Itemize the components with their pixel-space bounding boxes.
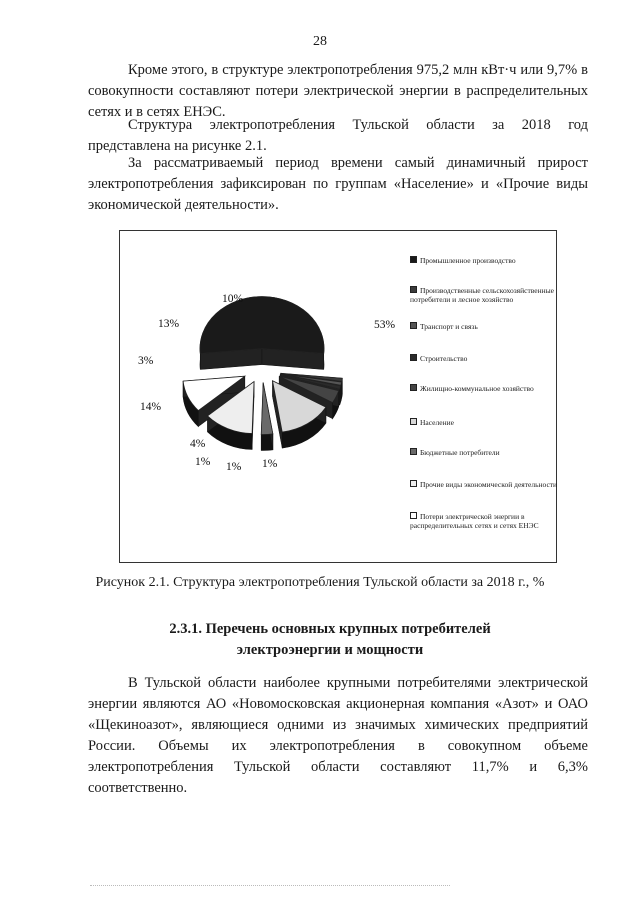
pie-slice: [261, 383, 273, 435]
legend-label: Производственные сельскохозяйственные потребители и лесное хозяйство: [410, 286, 554, 304]
legend-item: [410, 512, 560, 530]
legend-swatch: [410, 256, 417, 263]
figure-caption: Рисунок 2.1. Структура электропотребления Тульской области за 2018 г., %: [95, 575, 545, 590]
legend-item: [410, 384, 560, 393]
section-heading-line-1: 2.3.1. Перечень основных крупных потребителей: [169, 621, 491, 637]
paragraph-losses-text: Кроме этого, в структуре электропотребления 975,2 млн кВт·ч или 9,7% в совокупности составляют потери электрической энергии в распределительных сетях и в сетях ЕНЭС.: [88, 62, 588, 120]
legend-label: Транспорт и связь: [420, 322, 478, 331]
pie-data-label: 14%: [140, 401, 162, 413]
section-heading: [120, 619, 540, 661]
legend-swatch: [410, 512, 417, 519]
legend-item: [410, 418, 560, 427]
legend-item: [410, 256, 560, 265]
page-number: 28: [313, 34, 327, 49]
legend-swatch: [410, 322, 417, 329]
legend-swatch: [410, 448, 417, 455]
pie-data-label: 53%: [374, 319, 396, 331]
section-heading-line-2: электроэнергии и мощности: [236, 642, 424, 658]
pie-data-label: 1%: [262, 458, 278, 470]
legend-swatch: [410, 418, 417, 425]
pie-data-label: 1%: [195, 456, 211, 468]
paragraph-major-consumers: [88, 673, 588, 799]
legend-swatch: [410, 384, 417, 391]
legend-item: [410, 322, 560, 331]
legend-item: [410, 286, 560, 304]
legend-swatch: [410, 354, 417, 361]
legend-swatch: [410, 480, 417, 487]
legend-item: [410, 480, 560, 489]
paragraph-growth-text: За рассматриваемый период времени самый динамичный прирост электропотребления зафиксирован по группам «Население» и «Прочие виды экономической деятельности».: [88, 155, 588, 213]
pie-data-label: 4%: [190, 438, 206, 450]
page-footer-marks: [90, 881, 450, 886]
paragraph-structure-ref-text: Структура электропотребления Тульской области за 2018 год представлена на рисунке 2.1.: [88, 117, 588, 154]
legend-swatch: [410, 286, 417, 293]
legend-label: Строительство: [420, 354, 468, 363]
legend-item: [410, 448, 560, 457]
legend-label: Население: [420, 418, 454, 427]
paragraph-major-consumers-text: В Тульской области наиболее крупными потребителями электрической энергии являются АО «Новомосковская акционерная компания «Азот» и ОАО «Щекиноазот», являющиеся одними из значимых химических предприятий России. Объемы их электропотребления в совокупном объеме электропотребления Тульской области составляют 11,7% и 6,3% соответственно.: [88, 675, 588, 796]
legend-label: Прочие виды экономической деятельности: [420, 480, 558, 489]
legend-label: Бюджетные потребители: [420, 448, 500, 457]
legend-item: [410, 354, 560, 363]
pie-data-label: 13%: [158, 318, 180, 330]
pie-data-label: 10%: [222, 293, 244, 305]
legend-label: Потери электрической энергии в распределительных сетях и сетях ЕНЭС: [410, 512, 539, 530]
legend-label: Промышленное производство: [420, 256, 516, 265]
pie-slice: [200, 297, 324, 354]
pie-data-label: 1%: [226, 461, 242, 473]
legend-label: Жилищно-коммунальное хозяйство: [420, 384, 534, 393]
pie-data-label: 3%: [138, 355, 154, 367]
